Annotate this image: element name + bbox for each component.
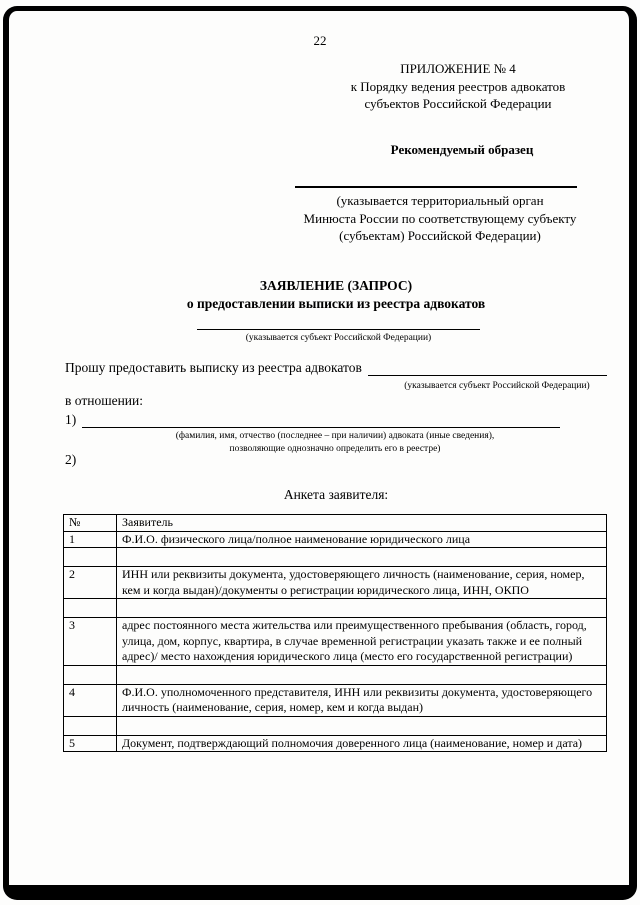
request-fill-line (368, 360, 607, 376)
addressee-note-line-2: Минюста России по соответствующему субъекту (303, 210, 577, 226)
subject-fill-line (197, 329, 480, 330)
statement-title-line-1: ЗАЯВЛЕНИЕ (ЗАПРОС) (259, 278, 413, 293)
page-number: 22 (313, 33, 327, 48)
item-1-note (115, 430, 555, 455)
regarding-label: в отношении: (65, 393, 144, 408)
answer-text-cell (117, 599, 607, 618)
row-number: 4 (64, 684, 117, 716)
item-1-line (65, 412, 560, 428)
answer-text-cell (117, 665, 607, 684)
answer-row-empty (64, 548, 607, 567)
subject-note: (указывается субъект Российской Федерации) (245, 333, 432, 343)
questionnaire-title: Анкета заявителя: (283, 487, 389, 502)
column-header-number: № (64, 515, 117, 532)
request-note: (указывается субъект Российской Федерации) (404, 381, 590, 391)
row-number: 5 (64, 735, 117, 752)
answer-text-cell (117, 548, 607, 567)
statement-title-line-2: о предоставлении выписки из реестра адвокатов (186, 296, 486, 311)
item-2-label: 2) (65, 452, 77, 467)
addressee-fill-line (295, 186, 577, 188)
questionnaire-table (63, 514, 607, 752)
row-number: 3 (64, 618, 117, 666)
row-text: ИНН или реквизиты документа, удостоверяющего личность (наименование, серия, номер, кем и когда выдан)/документы о регистрации юридического лица, ИНН, ОКПО (117, 567, 607, 599)
request-text: Прошу предоставить выписку из реестра адвокатов (65, 360, 362, 375)
table-row (64, 531, 607, 548)
addressee-note-line-3: (субъектам) Российской Федерации) (339, 228, 541, 243)
item-1-note-line-1: (фамилия, имя, отчество (последнее – при наличии) адвоката (иные сведения), (175, 431, 495, 441)
answer-number-cell (64, 599, 117, 618)
answer-row-empty (64, 665, 607, 684)
item-1-fill-line (82, 412, 560, 428)
table-row (64, 684, 607, 716)
table-row (64, 735, 607, 752)
statement-title (65, 277, 607, 313)
table-header-row (64, 515, 607, 532)
answer-number-cell (64, 548, 117, 567)
addressee-note-line-1: (указывается территориальный орган (336, 193, 544, 208)
row-text: адрес постоянного места жительства или преимущественного пребывания (область, город, улица, дом, корпус, квартира, в случае временной регистрации указать также и ее полный адрес)/ место нахождения юридического лица (место его государственной регистрации) (117, 618, 607, 666)
column-header-applicant: Заявитель (117, 515, 607, 532)
appendix-subtitle-2: субъектов Российской Федерации (364, 96, 552, 111)
request-line (65, 360, 607, 376)
row-number: 1 (64, 531, 117, 548)
appendix-subtitle-1: к Порядку ведения реестров адвокатов (350, 78, 566, 94)
appendix-title: ПРИЛОЖЕНИЕ № 4 (400, 61, 516, 76)
row-number: 2 (64, 567, 117, 599)
table-row (64, 567, 607, 599)
item-1-note-line-2: позволяющие однозначно определить его в реестре) (229, 443, 441, 454)
answer-number-cell (64, 665, 117, 684)
item-1-label: 1) (65, 412, 77, 427)
answer-number-cell (64, 716, 117, 735)
addressee-note (270, 192, 610, 245)
row-text: Ф.И.О. физического лица/полное наименование юридического лица (117, 531, 607, 548)
row-text: Документ, подтверждающий полномочия доверенного лица (наименование, номер и дата) (117, 735, 607, 752)
recommended-sample-label: Рекомендуемый образец (390, 142, 534, 157)
table-row (64, 618, 607, 666)
answer-row-empty (64, 716, 607, 735)
answer-text-cell (117, 716, 607, 735)
row-text: Ф.И.О. уполномоченного представителя, ИНН или реквизиты документа, удостоверяющего личность (наименование, серия, номер, кем и когда выдан) (117, 684, 607, 716)
appendix-heading (308, 60, 608, 113)
answer-row-empty (64, 599, 607, 618)
